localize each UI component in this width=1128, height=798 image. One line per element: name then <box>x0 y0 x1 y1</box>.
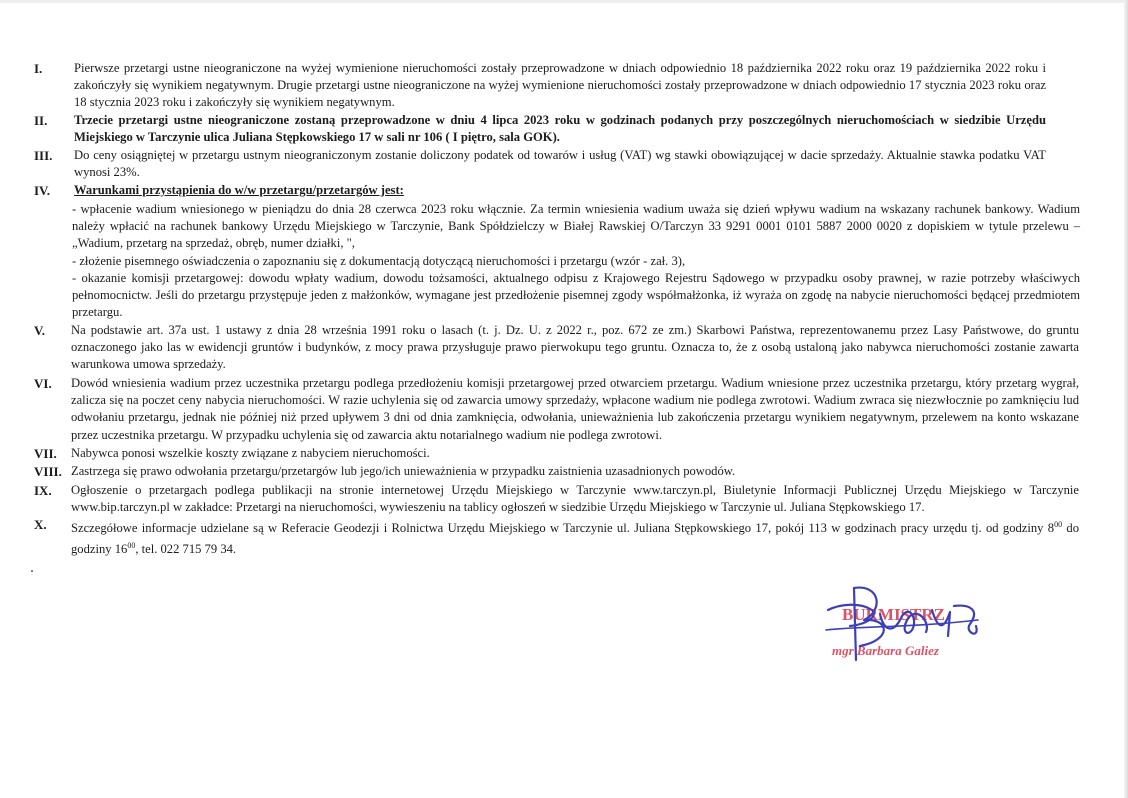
section-text: Szczegółowe informacje udzielane są w Referacie Geodezji i Rolnictwa Urzędu Miejskiego w Tarczynie ul. Juliana Stępkowskiego 17, pokój 113 w godzinach pracy urzędu tj. od godziny $8^{00}$ do godziny $16^{00}$, tel. 022 715 79 34. <box>71 520 1080 557</box>
stamp-name: mgr Barbara Galiez <box>832 643 939 658</box>
signature-stamp <box>820 580 990 670</box>
section-number: V. <box>34 323 45 338</box>
section-number: II. <box>34 113 48 128</box>
section-text: Zastrzega się prawo odwołania przetargu/przetargów lub jego/ich unieważnienia w przypadku zaistnienia uzasadnionych powodów. <box>71 464 736 478</box>
section-number: IX. <box>34 483 52 498</box>
section-number: X. <box>34 517 47 532</box>
section-text: Nabywca ponosi wszelkie koszty związane z nabyciem nieruchomości. <box>71 446 430 460</box>
section-number: IV. <box>34 183 51 198</box>
list-item: - wpłacenie wadium wniesionego w pieniądzu do dnia 28 czerwca 2023 roku włącznie. Za termin wniesienia wadium uważa się dzień wpływu wadium na wskazany rachunek bankowy. Wadium należy wpłacić na rachunek bankowy Urzędu Miejskiego w Tarczynie, Bank Spółdzielczy w Białej Rawskiej O/Tarczyn 33 9291 0001 0101 5887 2000 0020 z dopiskiem w tytule przelewu – „Wadium, przetarg na sprzedaż, obręb, numer działki, ", <box>72 202 1080 251</box>
section-text: Pierwsze przetargi ustne nieograniczone na wyżej wymienione nieruchomości zostały przeprowadzone w dniach odpowiednio 18 października 2022 roku oraz 19 października 2022 roku i zakończyły się wynikiem negatywnym. Drugie przetargi ustne nieograniczone na wyżej wymienione nieruchomości zostały przeprowadzone w dniach odpowiednio 17 stycznia 2023 roku oraz 18 stycznia 2023 roku i zakończyły się wynikiem negatywnym. <box>74 61 1046 110</box>
section-number: VII. <box>34 446 57 461</box>
section-number: VIII. <box>34 464 62 479</box>
section-number: I. <box>34 61 43 76</box>
section-text: Ogłoszenie o przetargach podlega publikacji na stronie internetowej Urzędu Miejskiego w Tarczynie www.tarczyn.pl, Biuletynie Informacji Publicznej Urzędu Miejskiego w Tarczynie www.bip.tarczyn.pl w zakładce: Przetargi na nieruchomości, wywieszeniu na tablicy ogłoszeń w siedzibie Urzędu Miejskiego w Tarczynie ul. Juliana Stępkowskiego 17. <box>71 483 1079 515</box>
section-text: Na podstawie art. 37a ust. 1 ustawy z dnia 28 września 1991 roku o lasach (t. j. Dz. U. z 2022 r., poz. 672 ze zm.) Skarbowi Państwa, reprezentowanemu przez Lasy Państwowe, do gruntu oznaczonego jako las w ewidencji gruntów i budynków, z mocy prawa przysługuje prawo pierwokupu tego gruntu. Oznacza to, że z osobą ustaloną jako nabywca nieruchomości zostanie zawarta warunkowa umowa sprzedaży. <box>71 323 1079 372</box>
section-number: VI. <box>34 376 52 391</box>
stamp-title: BURMISTRZ <box>842 605 945 624</box>
list-item: - złożenie pisemnego oświadczenia o zapoznaniu się z dokumentacją dotyczącą nieruchomości i przetargu (wzór - zał. 3), <box>72 254 686 268</box>
list-item: - okazanie komisji przetargowej: dowodu wpłaty wadium, dowodu tożsamości, aktualnego odpisu z Krajowego Rejestru Sądowego w przypadku osoby prawnej, w razie potrzeby właściwych pełnomocnictw. Jeśli do przetargu przystępuje jeden z małżonków, wymagane jest przedłożenie pisemnej zgody współmałżonka, iż wyraża on zgodę na nabycie nieruchomości będącej przedmiotem przetargu. <box>72 271 1080 320</box>
section-text: Dowód wniesienia wadium przez uczestnika przetargu podlega przedłożeniu komisji przetargowej przed otwarciem przetargu. Wadium wniesione przez uczestnika przetargu, który przetarg wygrał, zalicza się na poczet ceny nabycia nieruchomości. W razie uchylenia się od zawarcia umowy sprzedaży, wpłacone wadium nie podlega zwrotowi. Wadium zwraca się niezwłocznie po zamknięciu lud odwołaniu przetargu, jednak nie później niż przed upływem 3 dni od dnia zamknięcia, odwołania, unieważnienia lub zakończenia przetargu wynikiem negatywnym, przelewem na konto wskazane przez uczestnika przetargu. W przypadku uchylenia się od zawarcia aktu notarialnego wadium nie podlega zwrotowi. <box>71 376 1079 442</box>
stray-dot <box>31 570 33 572</box>
scan-edge-top <box>0 0 1128 3</box>
section-text: Do ceny osiągniętej w przetargu ustnym nieograniczonym zostanie doliczony podatek od towarów i usług (VAT) wg stawki obowiązującej w dacie sprzedaży. Aktualnie stawka podatku VAT wynosi 23%. <box>74 148 1046 180</box>
section-text: Trzecie przetargi ustne nieograniczone zostaną przeprowadzone w dniu 4 lipca 2023 roku w godzinach podanych przy poszczególnych nieruchomościach w siedzibie Urzędu Miejskiego w Tarczynie ulica Juliana Stępkowskiego 17 w sali nr 106 ( I piętro, sala GOK). <box>74 113 1046 145</box>
section-number: III. <box>34 148 53 163</box>
scan-edge-right <box>1124 0 1128 798</box>
section-heading: Warunkami przystąpienia do w/w przetargu/przetargów jest: <box>74 183 404 197</box>
